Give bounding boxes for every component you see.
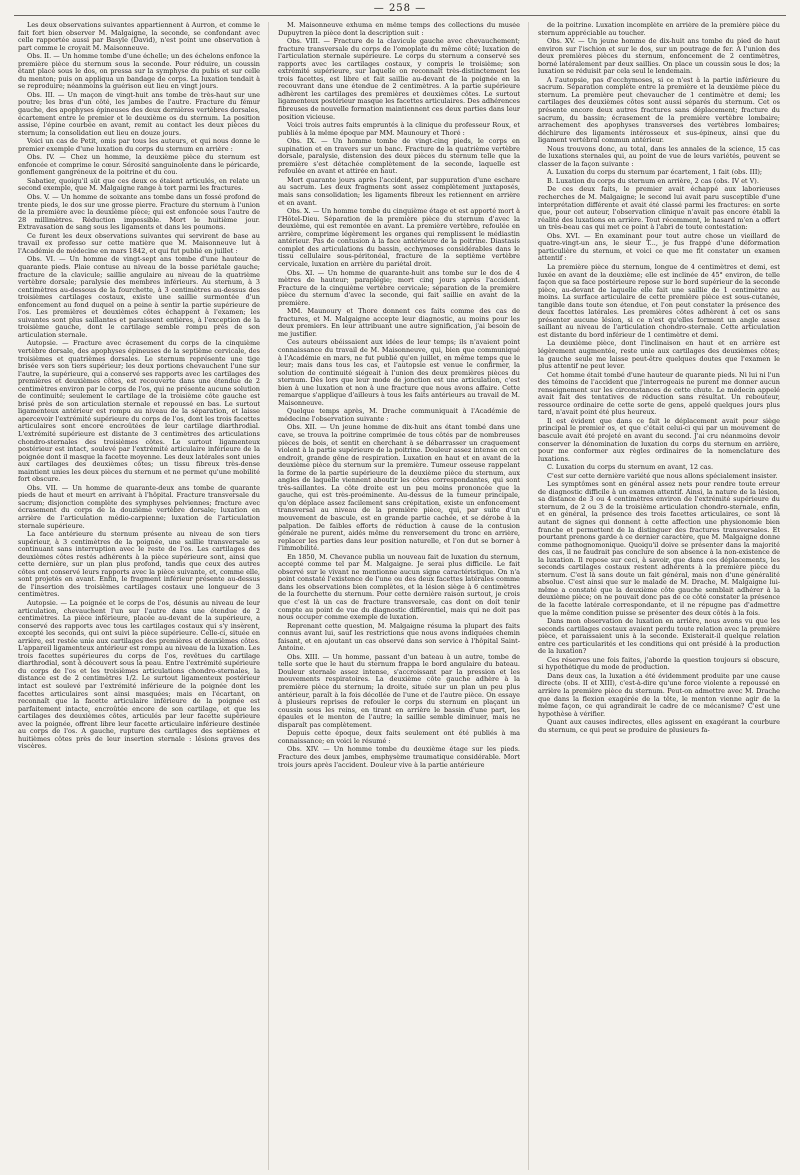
text-column-3 [538,22,780,1170]
paragraph: Autopsie. — La poignée et le corps de l'os, désunis au niveau de leur articulation, chevauchent l'un sur l'autre dans une étendue de 2 centimètres. La pièce inférieure, placée au-devant de la supérieure, a conservé des rapports avec tous les cartilages costaux qui s'y insèrent, excepté les seconds, qui ont suivi la pièce supérieure. Celle-ci, située en arrière, est restée unie aux cartilages des premières et deuxièmes côtes. L'appareil ligamenteux antérieur est rompu au niveau de la luxation. Les trois facettes supérieures du corps de l'os, revêtues du cartilage diarthrodial, sont à découvert sous la peau. Entre l'extrémité supérieure du corps de l'os et les troisièmes articulations chondro-sternales, la distance est de 2 centimètres 1/2. Le surtout ligamenteux postérieur intact est soulevé par l'extrémité inférieure de la poignée dont les facettes articulaires sont ainsi masquées; mais en l'écartant, on reconnaît que la facette articulaire inférieure de la poignée est parfaitement intacte, encroûtée encore de son cartilage, et que les cartilages des deuxièmes côtes, articulés par leur facette supérieure avec la poignée, offrent libre leur facette articulaire inférieure destinée au corps de l'os. A gauche, rupture des cartilages des septièmes et huitièmes côtes près de leur insertion sternale : lésions graves des viscères. [18,599,260,751]
paragraph: En 1850, M. Chevance publia un nouveau fait de luxation du sternum, accepté comme tel par M. Malgaigne. Je serai plus difficile. Le fait observé sur le vivant ne mentionne aucun signe caractéristique. On n'a point constaté l'existence de l'une ou des deux facettes latérales comme dans les observations bien complètes, et la lésion siège à 6 centimètres de la fourchette du sternum. Pour cette dernière raison surtout, je crois que c'est là un cas de fracture transversale, cas dont on doit tenir compte au point de vue du diagnostic différentiel, mais qui ne doit pas nous occuper comme exemple de luxation. [278,552,520,622]
paragraph: C'est sur cette dernière variété que nous allons spécialement insister. [547,471,778,480]
column-divider [268,22,269,1170]
column-divider [528,22,529,1170]
paragraph: La première pièce du sternum, longue de 4 centimètres et demi, est luxée en avant de la deuxième; elle est inclinée de 45° environ, de telle façon que sa face postérieure repose sur le bord supérieur de la seconde pièce, au-devant de laquelle elle fait une saillie de 1 centimètre au moins. La surface articulaire de cette première pièce est sous-cutanée, tangible dans toute son étendue, et l'on peut constater la présence des deux facettes latérales. Les premières côtes adhèrent à cet os sans présenter aucune lésion, si ce n'est qu'elles forment un angle assez saillant au niveau de l'articulation chondro-sternale. Cette articulation est distante du bord inférieur de 1 centimètre et demi. [538,262,780,339]
paragraph: Ces réserves une fois faites, j'aborde la question toujours si obscure, si hypothétique du mode de production. [538,655,780,672]
paragraph: Ce furent les deux observations suivantes qui servirent de base au travail ex professo sur cette matière que M. Maisonneuve lut à l'Académie de médecine en mars 1842, et qui fut publié en juillet : [18,231,260,255]
paragraph: Dans mon observation de luxation en arrière, nous avons vu que les seconds cartilages costaux avaient perdu toute relation avec la première pièce, et paraissaient unis à la seconde. Existerait-il quelque relation entre ces particularités et les conditions qui ont présidé à la production de la luxation? [538,617,780,656]
paragraph: A. Luxation du corps du sternum par écartement, 1 fait (obs. III); [547,168,763,177]
paragraph: M. Maisonneuve exhuma en même temps des collections du musée Dupuytren la pièce dont la description suit : [278,22,520,37]
text-column-1 [18,22,260,1170]
paragraph: Dans deux cas, la luxation a été évidemment produite par une cause directe (obs. II et XIII), c'est-à-dire qu'une force violente a repoussé en arrière la première pièce du sternum. Peut-on admettre avec M. Drache que dans la flexion exagérée de la tête, le menton vienne agir de la même façon, ce qui agrandirait le cadre de ce mécanisme? C'est une hypothèse à vérifier. [538,671,780,718]
paragraph: C. Luxation du corps du sternum en avant, 12 cas. [547,463,714,472]
paragraph: B. Luxation du corps du sternum en arrière, 2 cas (obs. IV et V). [547,176,759,185]
paragraph: Reprenant cette question, M. Malgaigne résuma la plupart des faits connus avant lui, sauf les restrictions que nous avons indiquées chemin faisant, et en ajoutant un cas observé dans son service à l'hôpital Saint-Antoine. [278,621,520,653]
paragraph: Il est évident que dans ce fait le déplacement avait pour siège principal le premier os, et que c'était celui-ci qui par un mouvement de bascule avait été projeté en avant du second. J'ai cru néanmoins devoir conserver la dénomination de luxation du corps du sternum en arrière, pour me conformer aux règles ordinaires de la nomenclature des luxations. [538,416,780,463]
paragraph: Obs. X. — Un homme tombe du cinquième étage et est apporté mort à l'Hôtel-Dieu. Séparation de la première pièce du sternum d'avec la deuxième, qui est remontée en avant. La première vertèbre, refoulée en arrière, comprime légèrement les organes qui remplissent le médiastin antérieur. Pas de contusion à la face antérieure de la poitrine. Diastasis complet des articulations du bassin, ecchymoses considérables dans le tissu cellulaire sous-péritonéal, fracture de la septième vertèbre cervicale, luxation en arrière du pariétal droit. [278,207,520,268]
paragraph: Obs. IX. — Un homme tombe de vingt-cinq pieds, le corps en supination et en travers sur un banc. Fracture de la quatrième vertèbre dorsale, paralysie, distension des deux pièces du sternum telle que la première s'est détachée complètement de la seconde, laquelle est refoulée en avant et attirée en haut. [278,137,520,176]
paragraph: Quelque temps après, M. Drache communiquait à l'Académie de médecine l'observation suivante : [278,407,520,423]
paragraph: Les deux observations suivantes appartiennent à Aurron, et comme le fait fort bien observer M. Malgaigne, la seconde, se confondant avec celle rapportée aussi par Basyle (David), n'est point une observation à part comme le croyait M. Maisonneuve. [18,22,260,52]
paragraph: La deuxième pièce, dont l'inclinaison en haut et en arrière est légèrement augmentée, reste unie aux cartilages des deuxièmes côtes; la gauche seule me laisse peut-être quelques doutes que l'examen le plus attentif ne peut lever. [538,339,780,371]
paragraph: Obs. XI. — Un homme de quarante-huit ans tombe sur le dos de 4 mètres de hauteur; paraplégie; mort cinq jours après l'accident. Fracture de la cinquième vertèbre cervicale; séparation de la première pièce du sternum d'avec la seconde, qui fait saillie en avant de la première. [278,268,520,307]
paragraph: La face antérieure du sternum présente au niveau de son tiers supérieur, à 3 centimètres de la poignée, une saillie transversale se continuant sans interruption avec le reste de l'os. Les cartilages des deuxièmes côtes restés adhérents à la pièce supérieure sont, ainsi que cette dernière, sur un plan plus profond, tandis que ceux des autres côtes ont conservé leurs rapports avec la pièce suivante, et, comme elle, sont projetés en avant. Enfin, le fragment inférieur présente au-dessus de l'insertion des troisièmes cartilages costaux une longueur de 3 centimètres. [18,530,260,599]
paragraph: Sabatier, quoiqu'il sût que ces deux os étaient articulés, en relate un second exemple, que M. Malgaigne range à tort parmi les fractures. [18,176,260,193]
paragraph: Obs. VIII. — Fracture de la clavicule gauche avec chevauchement; fracture transversale du corps de l'omoplate du même côté; luxation de l'articulation sternale supérieure. Le corps du sternum a conservé ses rapports avec les cartilages costaux, y compris le troisième; son extrémité supérieure, sur laquelle on reconnaît très-distinctement les trois facettes, est libre et fait saillie au-devant de la poignée en la recouvrant dans une étendue de 2 centimètres. A la partie supérieure adhèrent les cartilages des premières et deuxièmes côtes. Le surtout ligamenteux postérieur masque les facettes articulaires. Des adhérences fibreuses de nouvelle formation maintiennent ces deux parties dans leur position vicieuse. [278,37,520,121]
paragraph: Les symptômes sont en général assez nets pour rendre toute erreur de diagnostic difficile à un examen attentif. Ainsi, la nature de la lésion, sa distance de 3 ou 4 centimètres environ de l'extrémité supérieure du sternum, de 2 ou 3 de la troisième articulation chondro-sternale, enfin, et en général, la présence des trois facettes articulaires, ce sont là autant de signes qui donnent à cette affection une physionomie bien franche et permettent de la distinguer des fractures transversales. Et pourtant prenons garde à ce dernier caractère, que M. Malgaigne donne comme pathognomonique. Quoiqu'il doive se présenter dans la majorité des cas, il ne faudrait pas conclure de son absence à la non-existence de la luxation. Il repose sur ceci, à savoir, que dans ces déplacements, les seconds cartilages costaux restent adhérents à la première pièce du sternum. C'est là sans doute un fait général, mais non d'une généralité absolue. C'est ainsi que sur le malade de M. Drache, M. Malgaigne lui-même a constaté que la deuxième côte gauche semblait adhérer à la deuxième pièce; on ne pouvait donc pas de ce côté constater la présence de la facette latérale correspondante, et il ne répugne pas d'admettre que la même condition puisse se présenter des deux côtés à la fois. [538,480,780,617]
paragraph: Obs. XIII. — Un homme, passant d'un bateau à un autre, tombe de telle sorte que le haut du sternum frappa le bord angulaire du bateau. Douleur sternale assez intense, s'accroissant par la pression et les mouvements respiratoires. La deuxième côte gauche adhère à la première pièce du sternum; la droite, située sur un plan un peu plus antérieur, paraît à la fois décollée de l'une et de l'autre pièce. On essaye à plusieurs reprises de refouler le corps du sternum en plaçant un coussin sous les reins, en tirant en arrière le bassin d'une part, les épaules et le menton de l'autre; la saillie semble diminuer, mais ne disparaît pas complètement. [278,652,520,729]
paragraph: Obs. XVI. — En examinant pour tout autre chose un vieillard de quatre-vingt-un ans, le sieur T..., je fus frappé d'une déformation particulière du sternum, et voici ce que me fit constater un examen attentif : [538,231,780,263]
paragraph: Obs. II. — Un homme tombe d'une échelle; un des échelons enfonce la première pièce du sternum sous la seconde. Pour réduire, un coussin étant placé sous le dos, on pressa sur la symphyse du pubis et sur celle du menton; puis on appliqua un bandage de corps. La luxation tendait à se reproduire; néanmoins la guérison eut lieu en vingt jours. [18,52,260,91]
paragraph: Voici trois autres faits empruntés à la clinique du professeur Roux, et publiés à la même époque par MM. Maunoury et Thoré : [278,121,520,137]
paragraph: Autopsie. — Fracture avec écrasement du corps de la cinquième vertèbre dorsale, des apophyses épineuses de la septième cervicale, des troisièmes et quatrièmes dorsales. Le sternum représente une tige brisée vers son tiers supérieur; les deux portions chevauchent l'une sur l'autre, la supérieure, qui a conservé ses rapports avec les cartilages des premières et deuxièmes côtes, est recouverte dans une étendue de 2 centimètres environ par le corps de l'os, qui ne présente aucune solution de continuité; seulement le cartilage de la troisième côte gauche est brisé près de son articulation sternale et repoussé en bas. Le surtout ligamenteux antérieur est rompu au niveau de la séparation, et laisse apercevoir l'extrémité supérieure du corps de l'os, dont les trois facettes articulaires sont encore encroûtées de leur cartilage diarthrodial. L'extrémité supérieure est distante de 3 centimètres des articulations chondro-sternales des troisièmes côtes. Le surtout ligamenteux postérieur est intact, soulevé par l'extrémité articulaire inférieure de la poignée dont il masque la facette moyenne. Les deux latérales sont unies aux cartilages des deuxièmes côtes; un tissu fibreux très-dense maintient unies les deux pièces du sternum et ne permet qu'une mobilité fort obscure. [18,339,260,484]
paragraph: De ces deux faits, le premier avait échappé aux laborieuses recherches de M. Malgaigne; le second lui avait paru susceptible d'une interprétation différente et avait été classé parmi les fractures: en sorte que, pour cet auteur, l'observation clinique n'avait pas encore établi la réalité des luxations en arrière. Tout récemment, le hasard m'en a offert un très-beau cas qui met ce point à l'abri de toute contestation: [538,185,780,232]
paragraph: Obs. VII. — Un homme de quarante-deux ans tombe de quarante pieds de haut et meurt en arrivant à l'hôpital. Fracture transversale du sacrum; disjonction complète des symphyses pelviennes; fracture avec écrasement du corps de la douzième vertèbre dorsale; luxation en arrière de l'articulation médio-carpienne; luxation de l'articulation sternale supérieure. [18,483,260,530]
paragraph: de la poitrine. Luxation incomplète en arrière de la première pièce du sternum appréciable au toucher. [538,22,780,37]
paragraph: Obs. XV. — Un jeune homme de dix-huit ans tombe du pied de haut environ sur l'ischion et sur le dos, sur un poutrage de fer. A l'union des deux premières pièces du sternum, enfoncement de 2 centimètres, borné latéralement par deux saillies. On place un coussin sous le dos; la luxation se réduisit par cela seul le lendemain. [538,37,780,76]
paragraph: Obs. IV. — Chez un homme, la deuxième pièce du sternum est enfoncée et comprime le cœur. Sérosité sanguinolente dans le péricarde, gonflement gangréneux de la poitrine et du cou. [18,153,260,177]
paragraph: Obs. VI. — Un homme de vingt-sept ans tombe d'une hauteur de quarante pieds. Plaie contuse au niveau de la bosse pariétale gauche; fracture de la clavicule; saillie angulaire au niveau de la quatrième vertèbre dorsale; paralysie des membres inférieurs. Au sternum, à 3 centimètres au-dessous de la fourchette, à 3 centimètres au-dessus des troisièmes cartilages costaux, existe une saillie surmontée d'un enfoncement au fond duquel on a peine à sentir la partie supérieure de l'os. Les premières et deuxièmes côtes échappent à l'examen; les suivantes sont plus saillantes et paraissent entières, à l'exception de la troisième gauche, dont le cartilage semble rompu près de son articulation sternale. [18,255,260,339]
paragraph: Cet homme était tombé d'une hauteur de quarante pieds. Ni lui ni l'un des témoins de l'accident que j'interrogeais ne purent me donner aucun renseignement sur les circonstances de cette chute. Le médecin appelé avait fait des tentatives de réduction sans résultat. Un rebouteur, ressource ordinaire de cette sorte de gens, appelé quelques jours plus tard, n'avait point été plus heureux. [538,370,780,417]
paragraph: Obs. III. — Un maçon de vingt-huit ans tombe de très-haut sur une poutre; les bras d'un côté, les jambes de l'autre. Fracture du fémur gauche, des apophyses épineuses des deux dernières vertèbres dorsales, écartement entre le premier et le deuxième os du sternum. La position assise, l'épine courbée en avant, remit au contact les deux pièces du sternum; la consolidation eut lieu en douze jours. [18,90,260,137]
paragraph: Mort quarante jours après l'accident, par suppuration d'une eschare au sacrum. Les deux fragments sont assez complètement juxtaposés, mais sans consolidation; les ligaments fibreux les retiennent en arrière et en avant. [278,175,520,207]
page-number: — 258 — [373,3,427,14]
paragraph: Obs. V. — Un homme de soixante ans tombe dans un fossé profond de trente pieds, le dos sur une grosse pierre. Fracture du sternum à l'union de la première avec la deuxième pièce; qui est enfoncée sous l'autre de 28 millimètres. Réduction impossible. Mort le huitième jour. Extravasation de sang sous les ligaments et dans les poumons. [18,193,260,232]
paragraph: A l'autopsie, pas d'ecchymoses, si ce n'est à la partie inférieure du sacrum. Séparation complète entre la première et la deuxième pièce du sternum. La première peut chevaucher de 1 centimètre et demi; les cartilages des deuxièmes côtes sont aussi séparés du sternum. Cet os présente encore deux autres fractures sans déplacement; fracture du sacrum, du bassin; écrasement de la première vertèbre lombaire; arrachement des apophyses transverses des vertèbres lombaires; déchirure des ligaments intérosseux et sus-épineux, ainsi que du ligament vertébral commun antérieur. [538,75,780,145]
text-column-2 [278,22,520,1170]
paragraph: Nous trouvons donc, au total, dans les annales de la science, 15 cas de luxations sternales qui, au point de vue de leurs variétés, peuvent se classer de la façon suivante : [538,144,780,168]
header-rule [14,15,786,16]
paragraph: Obs. XII. — Un jeune homme de dix-huit ans étant tombé dans une cave, se trouva la poitrine comprimée de tous côtés par de nombreuses pièces de bois, et sentit en cherchant à se débarrasser un craquement violent à la partie supérieure de la poitrine. Douleur assez intense en cet endroit, grande gêne de respiration. Luxation en haut et en avant de la deuxième pièce du sternum sur la première. Tumeur osseuse rappelant la forme de la partie supérieure de la deuxième pièce du sternum, aux angles de laquelle viennent aboutir les côtes correspondantes, qui sont très-saillantes. La côte droite est un peu moins prononcée que la gauche, qui est très-proéminente. Au-dessus de la tumeur principale, qu'on déplace assez facilement sans crépitation, existe un enfoncement transversal au niveau de la première pièce, qui, par suite d'un mouvement de bascule, est en grande partie cachée, et se dérobe à la palpation. De faibles efforts de réduction à cause de la contusion générale ne purent, aidés même du renversement du tronc en arrière, replacer les parties dans leur position naturelle, et l'on dut se borner à l'immobilité. [278,423,520,553]
paragraph: Quant aux causes indirectes, elles agissent en exagérant la courbure du sternum, ce qui peut se produire de plusieurs fa- [538,718,780,734]
paragraph: Ces auteurs obéissaient aux idées de leur temps; ils n'avaient point connaissance du travail de M. Maisonneuve, qui, bien que communiqué à l'Académie en mars, ne fut publié qu'en juillet, en même temps que le leur; mais dans tous les cas, et l'autopsie est venue le confirmer, la solution de continuité siégeait à l'union des deux premières pièces du sternum. Dès lors que leur mode de jonction est une articulation, c'est bien à une luxation et non à une fracture que nous avons affaire. Cette remarque s'applique d'ailleurs à tous les faits antérieurs au travail de M. Maisonneuve. [278,338,520,407]
paragraph: Depuis cette époque, deux faits seulement ont été publiés à ma connaissance; en voici le résumé : [278,729,520,745]
paragraph: MM. Maunoury et Thore donnent ces faits comme des cas de fractures, et M. Malgaigne accepte leur diagnostic, au moins pour les deux premiers. En leur attribuant une autre signification, j'ai besoin de me justifier. [278,307,520,338]
paragraph: Voici un cas de Petit, omis par tous les auteurs, et qui nous donne le premier exemple d'une luxation du corps du sternum en arrière : [18,137,260,153]
paragraph: Obs. XIV. — Un homme tombe du deuxième étage sur les pieds. Fracture des deux jambes, emphysème traumatique considérable. Mort trois jours après l'accident. Douleur vive à la partie antérieure [278,745,520,769]
